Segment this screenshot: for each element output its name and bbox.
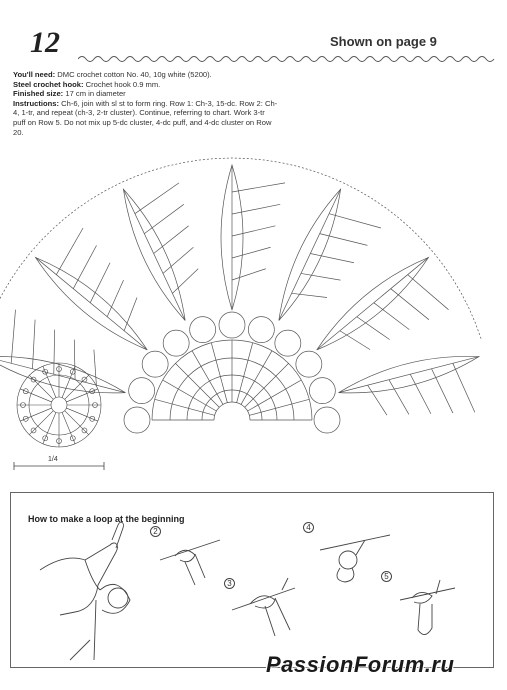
watermark-logo: PassionForum.ru — [266, 652, 455, 677]
size-text: 17 cm in diameter — [65, 89, 126, 99]
hook-text: Crochet hook 0.9 mm. — [85, 79, 161, 89]
pattern-number: 12 — [30, 26, 60, 59]
finished-doily-thumbnail — [14, 360, 104, 450]
scale-label: 1/4 — [48, 456, 58, 463]
size-label: Finished size: — [13, 89, 64, 99]
step-number-5: 5 — [381, 571, 392, 582]
hook-label: Steel crochet hook: — [13, 79, 84, 89]
loop-section-title: How to make a loop at the beginning — [28, 514, 185, 524]
need-text: DMC crochet cotton No. 40, 10g white (5200). — [57, 70, 212, 79]
step-number-3: 3 — [224, 578, 235, 589]
need-label: You'll need: — [13, 70, 56, 79]
instructions-label: Instructions: — [13, 98, 59, 108]
instructions-text: Ch-6, join with sl st to form ring. Row 1: Ch-3, 15-dc. Row 2: Ch-4, 1-tr, and repeat (ch-3, 2-tr cluster). Continue, referring to chart. Work 3-tr puff on Row 5. Do not mix up 5-dc cluster, 4-dc puff, and 4-dc cluster on Row 20. — [13, 98, 278, 137]
step-number-4: 4 — [303, 522, 314, 533]
step-number-2: 2 — [150, 526, 161, 537]
shown-on-page-label: Shown on page 9 — [330, 34, 437, 49]
